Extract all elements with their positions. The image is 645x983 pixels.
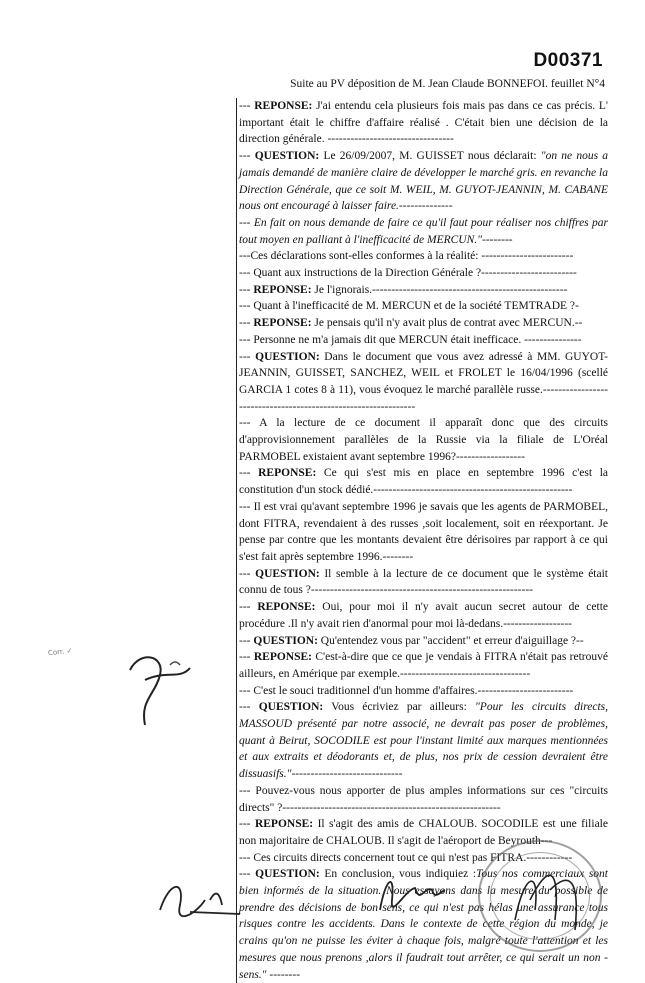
statement-paragraph	[236, 265, 608, 282]
statement-text: ---	[239, 150, 255, 163]
quoted-text: "Pour les circuits directs, MASSOUD présenté par notre associé, ne devrait pas poser de problèmes, quant à Beirut, SOCODILE est pour l'instant limité aux marques mentionnées et aux extraits et déodorants et, de plus, nos prix de cession devraient être dissuasifs."	[239, 701, 608, 781]
statement-keyword: QUESTION:	[254, 150, 320, 163]
statement-paragraph	[236, 98, 608, 148]
statement-text: Le 26/09/2007, M. GUISSET nous déclarait:	[319, 150, 541, 163]
statement-paragraph	[236, 783, 608, 816]
statement-keyword: REPONSE:	[254, 818, 314, 831]
statement-text: ---	[239, 100, 255, 112]
statement-text: -----------------------------	[291, 768, 403, 781]
document-id: D00371	[533, 50, 603, 71]
statement-keyword: REPONSE:	[253, 651, 313, 664]
statement-paragraph	[236, 298, 608, 315]
signature-right	[500, 850, 590, 940]
statement-text: --- C'est le souci traditionnel d'un homme d'affaires.-------------------------	[239, 684, 574, 697]
statement-text: ---	[239, 818, 255, 831]
statement-paragraph	[236, 282, 608, 299]
statement-text: --- Quant à l'inefficacité de M. MERCUN et de la société TEMTRADE ?-	[239, 300, 579, 313]
statement-text: ---	[239, 283, 254, 296]
statement-text: Dans le document que vous avez adressé à MM. GUYOT-JEANNIN, GUISSET, SANCHEZ, WEIL et FROLET le 16/04/1996 (scellé GARCIA 1 cotes 8 à 11), vous évoquez le marché parallèle russe.---------------------------------------------------------------	[239, 350, 608, 413]
statement-text: --- Il est vrai qu'avant septembre 1996 je savais que les agents de PARMOBEL, dont FITRA, revendaient à des russes ,soit localement, soit en réexportant. Je pense par contre que les montants devaient être dérisoires par rapport à ce qui s'est fait après septembre 1996.--------	[239, 500, 608, 563]
statement-text: --------	[266, 968, 301, 981]
statement-text: --- Quant aux instructions de la Direction Générale ?-------------------------	[239, 267, 577, 280]
quoted-text: "on ne nous a jamais demandé de manière claire de développer le marché gris. en revanche la Direction Générale, que ce soit M. WEIL, M. GUYOT-JEANNIN, M. CABANE nous ont encouragé à laisser faire.--------------	[239, 150, 608, 213]
statement-paragraph	[236, 649, 608, 682]
statement-paragraph	[236, 315, 608, 332]
statement-text: Je l'ignorais.---------------------------------------------------	[311, 283, 568, 296]
statement-paragraph	[236, 415, 608, 465]
statement-paragraph	[236, 566, 608, 599]
statement-text: --- Pouvez-vous nous apporter de plus amples informations sur ces "circuits directs" ?---------------------------------------------------------	[239, 784, 608, 814]
statement-keyword: QUESTION:	[255, 868, 320, 881]
statement-text: ---	[239, 634, 254, 647]
statement-keyword: REPONSE:	[253, 317, 312, 330]
statement-text: Il s'agit des amis de CHALOUB. SOCODILE est une filiale non majoritaire de CHALOUB. Il s'agit de l'aéroport de Beyrouth---	[239, 818, 608, 847]
statement-paragraph	[236, 599, 608, 632]
statement-keyword: REPONSE:	[258, 467, 317, 480]
statement-paragraph	[236, 215, 608, 248]
statement-paragraph	[236, 633, 608, 650]
statement-text: En conclusion, vous indiquiez :	[319, 868, 477, 881]
statement-text: ---	[239, 350, 256, 363]
statement-keyword: REPONSE:	[254, 100, 313, 112]
statement-text: ---	[239, 701, 259, 714]
statement-text: --- A la lecture de ce document il apparaît donc que des circuits d'approvisionnement parallèles de la Russie via la filiale de L'Oréal PARMOBEL existaient avant septembre 1996?------------------	[239, 417, 608, 463]
statement-text: Je pensais qu'il n'y avait plus de contrat avec MERCUN.--	[311, 317, 583, 330]
quoted-text: Tous nos commerciaux sont bien informés de la situation. Nous essayons dans la mesure du possible de prendre des décisions de bon sens, ce qui n'est pas hélas une assurance tous risques contre les accidents. Dans le contexte de cette région du monde, je crains qu'on ne puisse les éviter à chaque fois, malgré toute l'attention et les mesures que nous prenons ,alors il faudrait tout arrêter, ce qui serait un non -sens."	[239, 868, 608, 981]
statement-paragraph	[236, 332, 608, 349]
signature-center	[370, 860, 450, 930]
statement-keyword: QUESTION:	[258, 701, 324, 714]
statement-paragraph	[236, 248, 608, 265]
statement-text: --- Ces circuits directs concernent tout ce qui n'est pas FITRA.------------	[239, 851, 573, 864]
statement-text: ---	[239, 651, 254, 664]
margin-signature	[110, 640, 200, 730]
statement-text: ---Ces déclarations sont-elles conformes à la réalité: ------------------------	[239, 250, 574, 263]
statement-paragraph	[236, 148, 608, 215]
statement-text: --- Personne ne m'a jamais dit que MERCUN était inefficace. ---------------	[239, 333, 582, 346]
statement-text: Qu'entendez vous par "accident" et erreur d'aiguillage ?--	[317, 634, 584, 647]
statement-keyword: QUESTION:	[255, 567, 320, 580]
statement-text: ---	[239, 601, 258, 614]
statement-keyword: REPONSE:	[253, 283, 312, 296]
statement-text: ---	[239, 467, 259, 480]
statement-paragraph	[236, 499, 608, 566]
statement-paragraph	[236, 683, 608, 700]
statement-text: Ce qui s'est mis en place en septembre 1996 c'est la constitution d'un stock dédié.----------------------------------------------------	[239, 467, 608, 497]
statement-text: Il semble à la lecture de ce document que le système était connu de tous ?----------------------------------------------------------	[239, 567, 608, 597]
page-header: Suite au PV déposition de M. Jean Claude BONNEFOI. feuillet N°4	[290, 78, 605, 90]
statement-text: J'ai entendu cela plusieurs fois mais pas dans ce cas précis. L' important était le chiffre d'affaire réalisé . C'était bien une décision de la direction générale. ---------------------------------	[239, 100, 608, 146]
statement-paragraph	[236, 349, 608, 416]
statement-text: C'est-à-dire que ce que je vendais à FITRA n'était pas retrouvé ailleurs, en Amérique par exemple.----------------------------------	[239, 651, 608, 680]
statement-paragraph	[236, 465, 608, 498]
statement-keyword: QUESTION:	[253, 634, 318, 647]
margin-annotation: Corr. ✓	[47, 646, 73, 658]
statement-text: ---	[239, 317, 254, 330]
statement-text: Vous écriviez par ailleurs:	[323, 701, 475, 714]
statement-text: Oui, pour moi il n'y avait aucun secret autour de cette procédure .Il n'y avait rien d'anormal pour moi là-dedans.------------------	[239, 601, 608, 630]
statement-paragraph	[236, 699, 608, 783]
statement-text: ---	[239, 567, 256, 580]
quoted-text: --- En fait on nous demande de faire ce qu'il faut pour réaliser nos chiffres par tout moyen en palliant à l'inefficacité de MERCUN."--------	[239, 216, 608, 246]
statement-keyword: REPONSE:	[257, 601, 316, 614]
signature-left	[150, 870, 250, 930]
statement-keyword: QUESTION:	[255, 350, 320, 363]
statement-text: ---	[239, 868, 256, 881]
